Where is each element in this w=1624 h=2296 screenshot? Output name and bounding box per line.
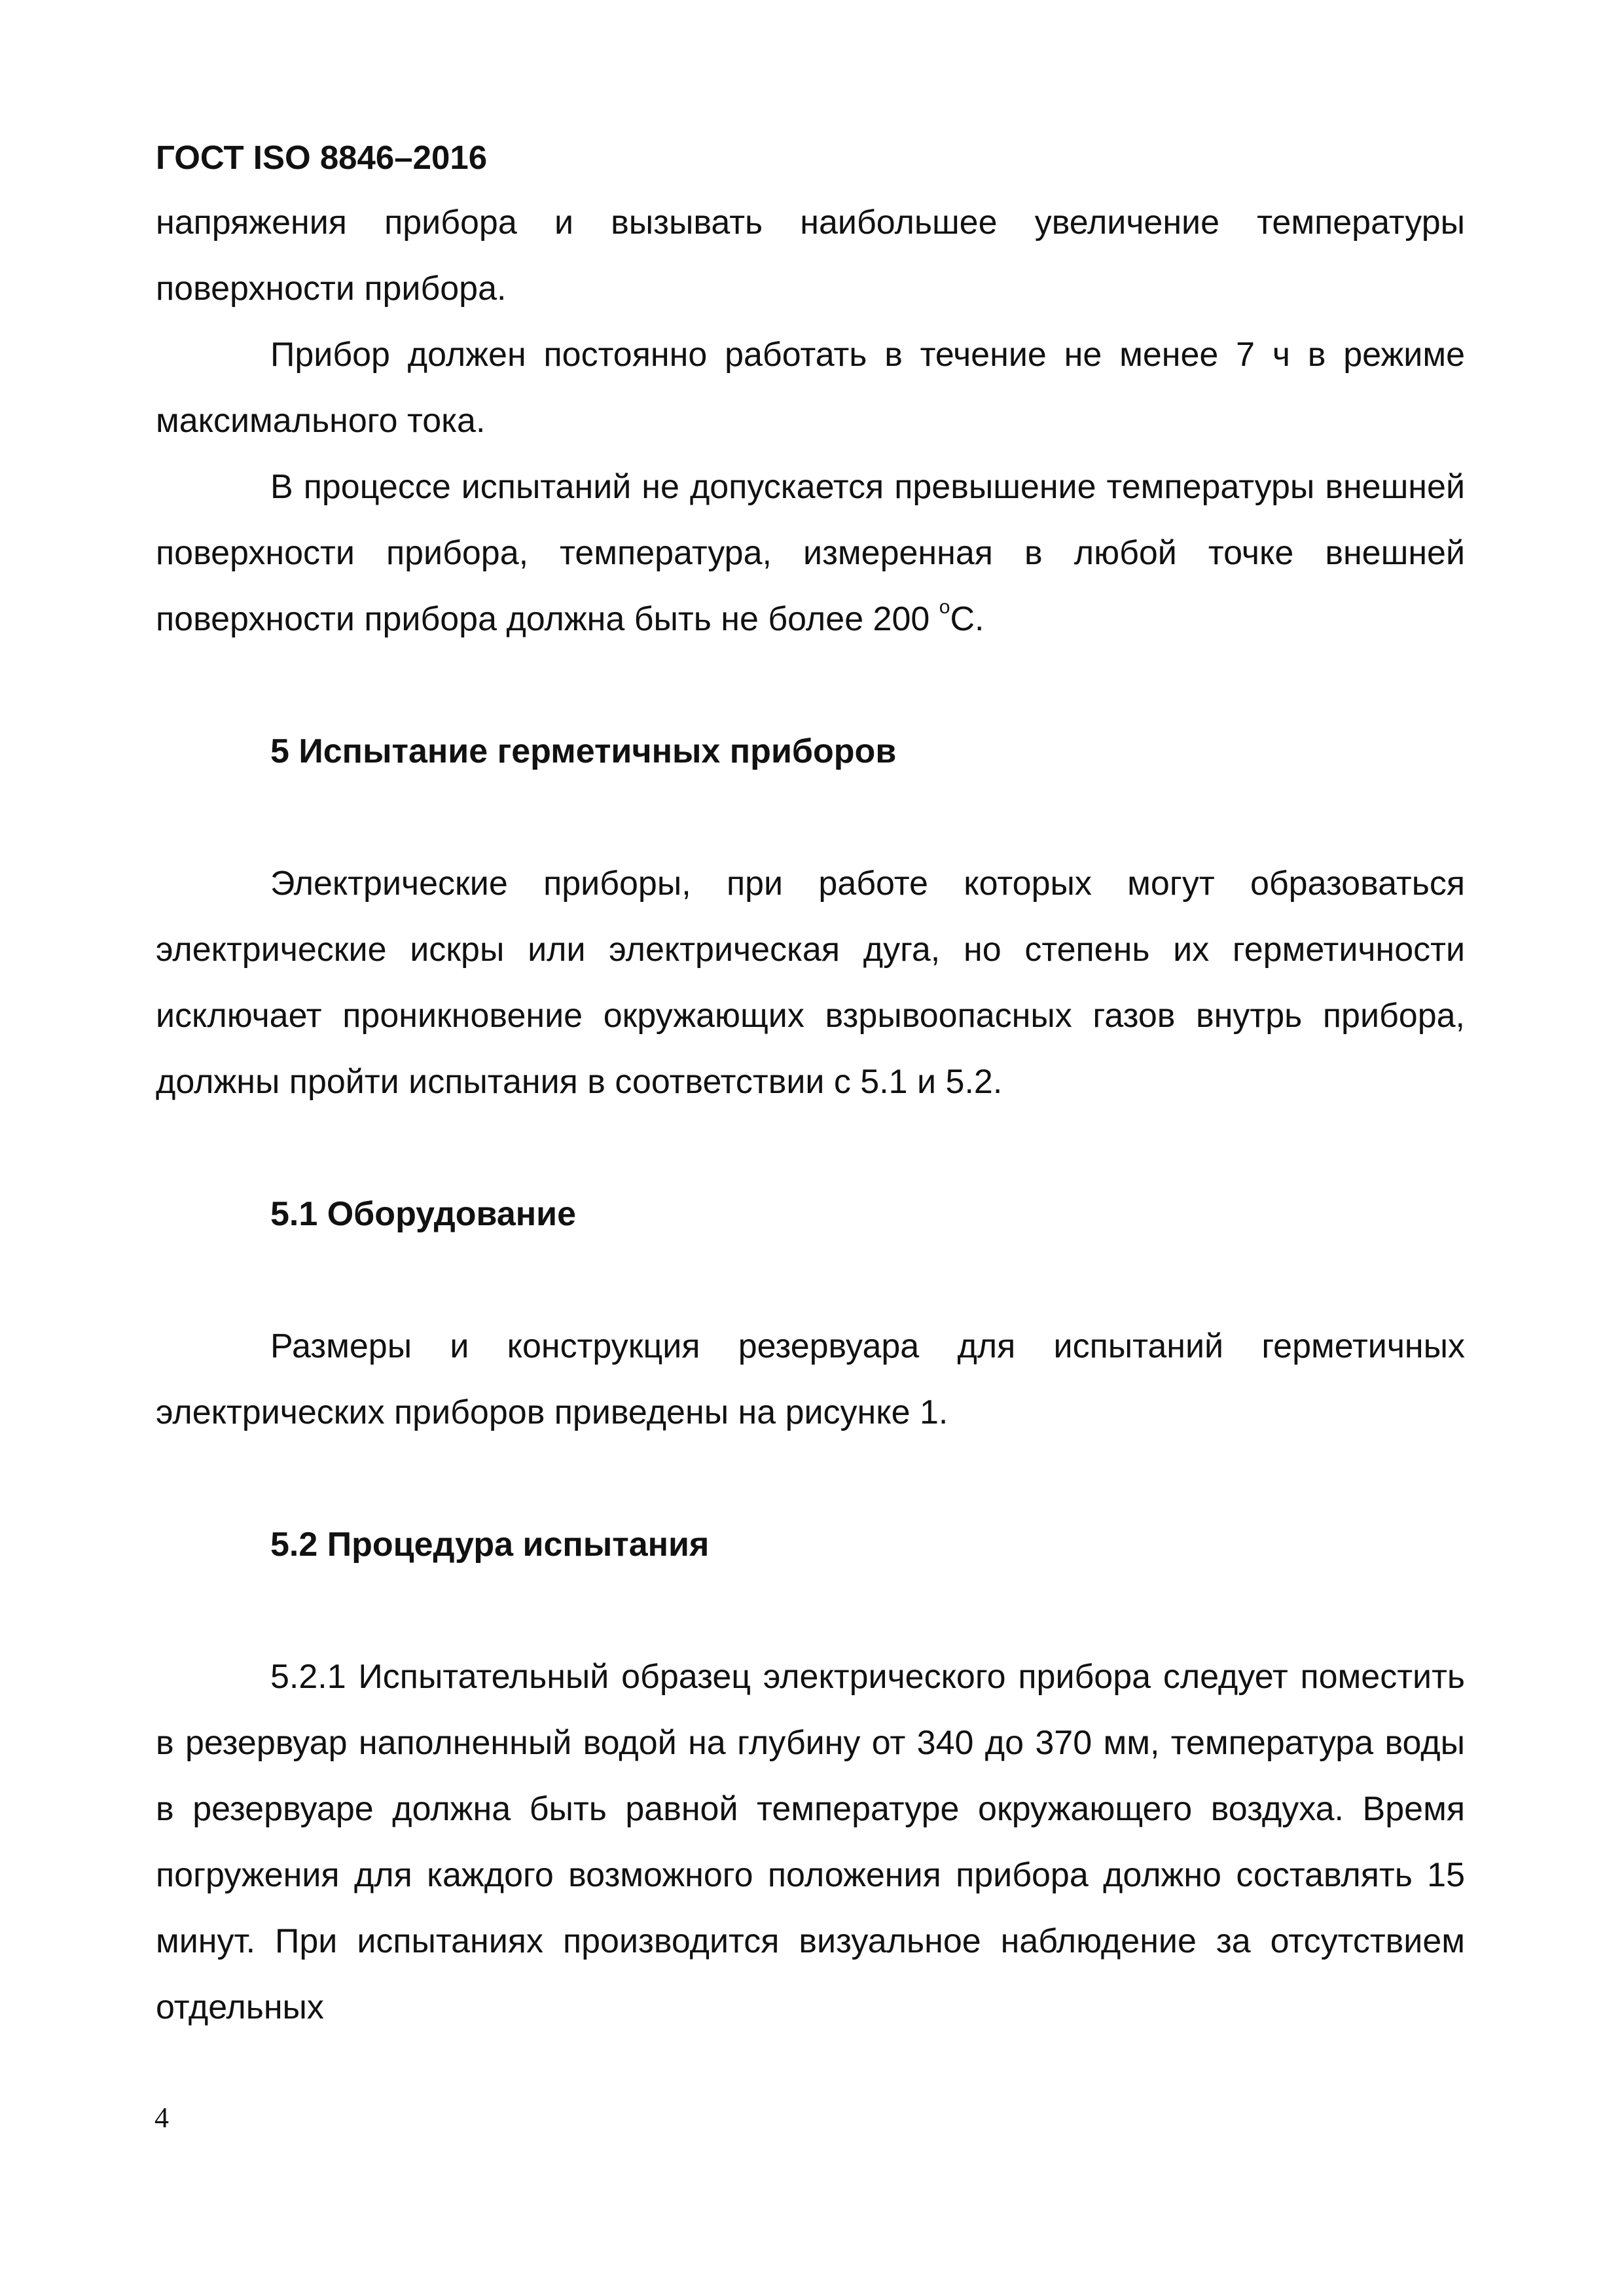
spacer — [156, 1247, 1465, 1314]
spacer — [156, 1578, 1465, 1644]
section-5-heading: 5 Испытание герметичных приборов — [270, 732, 897, 770]
paragraph-temperature-limit — [156, 454, 1465, 653]
spacer — [156, 785, 1465, 851]
paragraph-continuation: напряжения прибора и вызывать наибольшее увеличение температуры поверхности прибора. — [156, 204, 1465, 308]
temperature-unit: С. — [950, 600, 984, 638]
temperature-limit-text: В процессе испытаний не допускается превышение температуры внешней поверхности прибора, температура, измеренная в любой точке внешней поверхности прибора должна быть не более 200 — [156, 468, 1465, 638]
section-5-1-paragraph: Размеры и конструкция резервуара для испытаний герметичных электрических приборов приведены на рисунке 1. — [156, 1327, 1465, 1431]
section-5-paragraph: Электрические приборы, при работе которых могут образоваться электрические искры или электрическая дуга, но степень их герметичности исключает проникновение окружающих взрывоопасных газов внутрь прибора, должны пройти испытания в соответствии с 5.1 и 5.2. — [156, 865, 1465, 1101]
spacer — [156, 1446, 1465, 1512]
section-5-2-1-paragraph: 5.2.1 Испытательный образец электрического прибора следует поместить в резервуар наполненный водой на глубину от 340 до 370 мм, температура воды в резервуаре должна быть равной температуре окружающего воздуха. Время погружения для каждого возможного положения прибора должно составлять 15 минут. При испытаниях производится визуальное наблюдение за отсутствием отдельных — [156, 1658, 1465, 2026]
spacer — [156, 1115, 1465, 1181]
page-number: 4 — [154, 2102, 169, 2134]
degree-symbol: o — [939, 596, 950, 618]
spacer — [156, 653, 1465, 719]
paragraph-operation-mode: Прибор должен постоянно работать в течение не менее 7 ч в режиме максимального тока. — [156, 336, 1465, 440]
section-5-2-heading: 5.2 Процедура испытания — [270, 1526, 710, 1564]
document-header: ГОСТ ISO 8846–2016 — [156, 139, 488, 176]
section-5-1-heading: 5.1 Оборудование — [270, 1195, 577, 1233]
document-body — [156, 190, 1465, 2041]
